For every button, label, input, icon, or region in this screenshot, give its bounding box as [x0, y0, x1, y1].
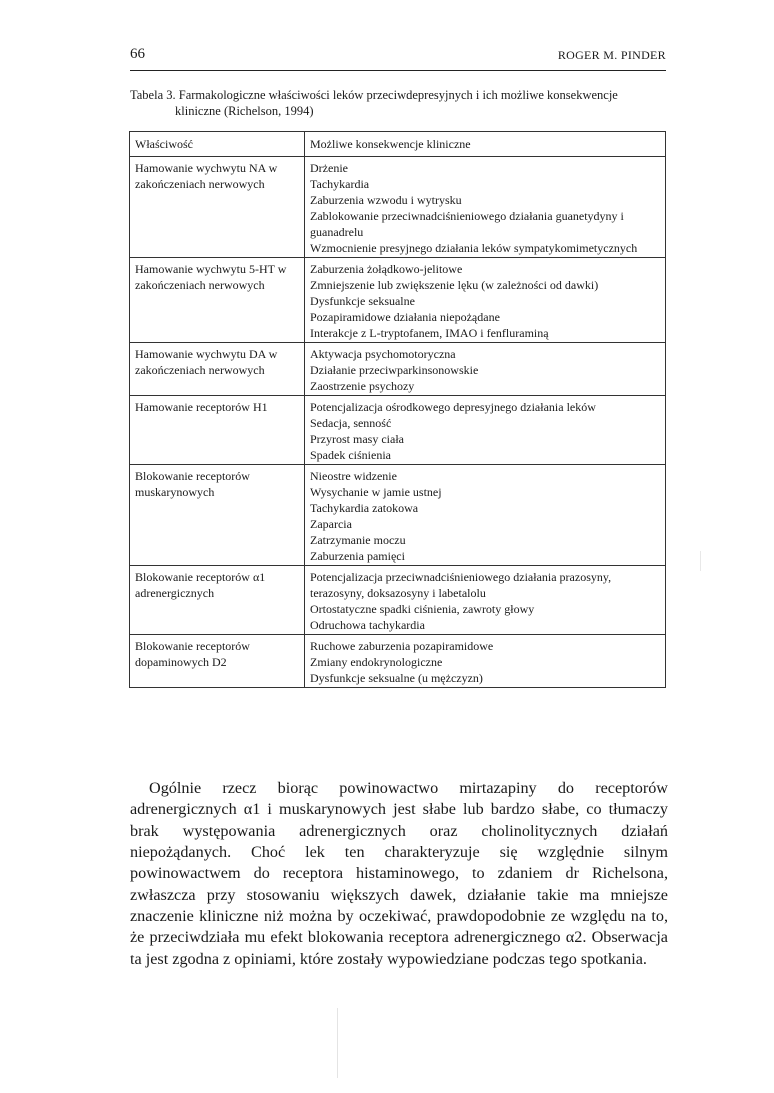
- consequence-item: Ruchowe zaburzenia pozapiramidowe: [310, 639, 494, 653]
- pharmacology-table: [129, 131, 666, 688]
- consequences-cell: [305, 566, 666, 635]
- table-row: [130, 157, 666, 258]
- consequence-item: Pozapiramidowe działania niepożądane: [310, 310, 500, 324]
- consequence-item: Wysychanie w jamie ustnej: [310, 485, 442, 499]
- table-body: [130, 157, 666, 688]
- consequence-item: Zaburzenia żołądkowo-jelitowe: [310, 262, 463, 276]
- consequence-item: Spadek ciśnienia: [310, 448, 391, 462]
- consequence-item: Drżenie: [310, 161, 348, 175]
- consequence-item: Zaparcia: [310, 517, 352, 531]
- table-row: [130, 396, 666, 465]
- consequence-item: Nieostre widzenie: [310, 469, 397, 483]
- page-number: 66: [130, 46, 145, 62]
- consequence-item: Zaburzenia pamięci: [310, 549, 405, 563]
- running-head-author: ROGER M. PINDER: [557, 48, 666, 62]
- consequence-item: Zaostrzenie psychozy: [310, 379, 415, 393]
- property-cell: Blokowanie receptorów α1 adrenergicznych: [130, 566, 305, 635]
- table-row: [130, 258, 666, 343]
- property-cell: Blokowanie receptorów dopaminowych D2: [130, 635, 305, 688]
- consequence-item: Zatrzymanie moczu: [310, 533, 406, 547]
- header-rule: [130, 70, 666, 71]
- table-caption: [130, 87, 668, 119]
- consequences-cell: [305, 157, 666, 258]
- column-header-property: Właściwość: [130, 132, 305, 157]
- consequence-item: Tachykardia: [310, 177, 370, 191]
- consequence-item: Zaburzenia wzwodu i wytrysku: [310, 193, 462, 207]
- property-cell: Hamowanie wychwytu NA w zakończeniach nerwowych: [130, 157, 305, 258]
- consequences-cell: [305, 635, 666, 688]
- consequences-cell: [305, 258, 666, 343]
- table-caption-line2: kliniczne (Richelson, 1994): [175, 104, 314, 118]
- consequence-item: Działanie przeciwparkinsonowskie: [310, 363, 479, 377]
- table-row: [130, 465, 666, 566]
- scan-artifact: [700, 551, 701, 571]
- consequence-item: Potencjalizacja ośrodkowego depresyjnego działania leków: [310, 400, 596, 414]
- property-cell: Blokowanie receptorów muskarynowych: [130, 465, 305, 566]
- consequence-item: Odruchowa tachykardia: [310, 618, 425, 632]
- consequence-item: Interakcje z L-tryptofanem, IMAO i fenfluraminą: [310, 326, 549, 340]
- consequences-cell: [305, 396, 666, 465]
- consequences-cell: [305, 343, 666, 396]
- consequence-item: Dysfunkcje seksualne (u mężczyzn): [310, 671, 483, 685]
- consequence-item: Dysfunkcje seksualne: [310, 294, 415, 308]
- consequence-item: Przyrost masy ciała: [310, 432, 404, 446]
- consequences-cell: [305, 465, 666, 566]
- property-cell: Hamowanie receptorów H1: [130, 396, 305, 465]
- property-cell: Hamowanie wychwytu 5-HT w zakończeniach nerwowych: [130, 258, 305, 343]
- table-caption-line1: Tabela 3. Farmakologiczne właściwości leków przeciwdepresyjnych i ich możliwe konsekwencje: [130, 88, 618, 102]
- property-cell: Hamowanie wychwytu DA w zakończeniach nerwowych: [130, 343, 305, 396]
- column-header-consequences: Możliwe konsekwencje kliniczne: [305, 132, 666, 157]
- consequence-item: Sedacja, senność: [310, 416, 392, 430]
- table-header-row: [130, 132, 666, 157]
- consequence-item: Ortostatyczne spadki ciśnienia, zawroty głowy: [310, 602, 535, 616]
- consequence-item: Tachykardia zatokowa: [310, 501, 419, 515]
- body-paragraph: Ogólnie rzecz biorąc powinowactwo mirtazapiny do receptorów adrenergicznych α1 i muskarynowych jest słabe lub bardzo słabe, co tłumaczy brak występowania adrenergicznych oraz cholinolitycznych działań niepożądanych. Choć lek ten charakteryzuje się względnie silnym powinowactwem do receptora histaminowego, to zdaniem dr Richelsona, zwłaszcza przy stosowaniu większych dawek, działanie takie ma mniejsze znaczenie kliniczne niż można by oczekiwać, prawdopodobnie ze względu na to, że przeciwdziała mu efekt blokowania receptora adrenergicznego α2. Obserwacja ta jest zgodna z opiniami, które zostały wypowiedziane podczas tego spotkania.: [130, 779, 668, 968]
- consequence-item: Potencjalizacja przeciwnadciśnieniowego działania prazosyny, terazosyny, doksazosyny i labetalolu: [310, 570, 612, 600]
- consequence-item: Zmniejszenie lub zwiększenie lęku (w zależności od dawki): [310, 278, 599, 292]
- consequence-item: Wzmocnienie presyjnego działania leków sympatykomimetycznych: [310, 241, 638, 255]
- consequence-item: Aktywacja psychomotoryczna: [310, 347, 456, 361]
- table-row: [130, 566, 666, 635]
- consequence-item: Zmiany endokrynologiczne: [310, 655, 443, 669]
- consequence-item: Zablokowanie przeciwnadciśnieniowego działania guanetydyny i guanadrelu: [310, 209, 624, 239]
- scan-artifact: [337, 1008, 338, 1078]
- table-row: [130, 635, 666, 688]
- table-row: [130, 343, 666, 396]
